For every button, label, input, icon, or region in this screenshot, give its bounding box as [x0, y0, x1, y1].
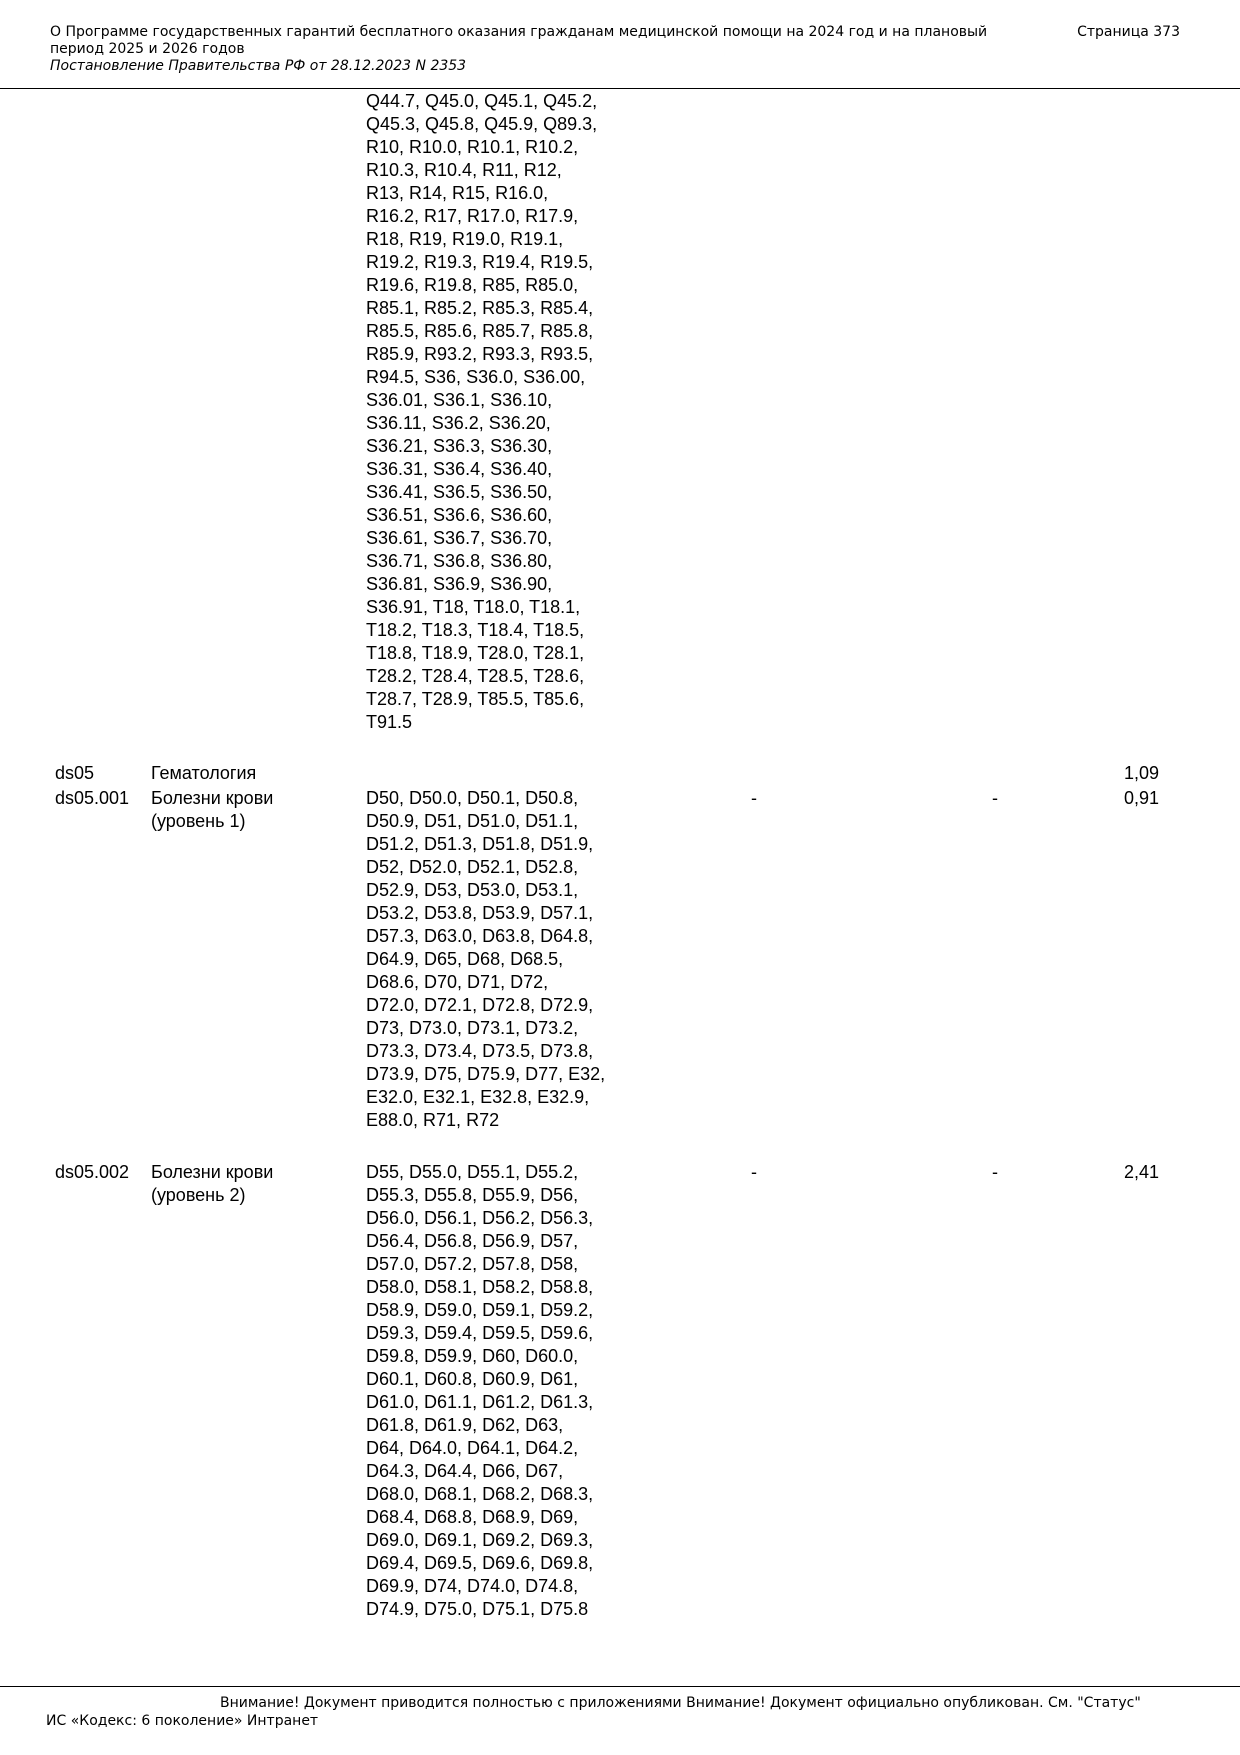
section-coefficient: 1,09 — [1124, 763, 1160, 783]
header-divider — [0, 88, 1240, 89]
document-title: О Программе государственных гарантий бесплатного оказания гражданам медицинской помощи на 2024 год и на плановый период 2025 и 2026 годов — [50, 24, 988, 57]
row-col4: - — [751, 788, 757, 808]
section-code: ds05 — [55, 763, 95, 783]
footer-warning: Внимание! Документ приводится полностью с приложениями Внимание! Документ официально опубликован. См. "Статус" — [220, 1695, 1141, 1711]
page-header — [50, 24, 1180, 75]
row-coefficient: 2,41 — [1124, 1162, 1160, 1182]
row-col4: - — [751, 1162, 757, 1182]
page-number: Страница 373 — [1077, 24, 1180, 40]
row-codes: D55, D55.0, D55.1, D55.2, D55.3, D55.8, D55.9, D56, D56.0, D56.1, D56.2, D56.3, D56.4, D56.8, D56.9, D57, D57.0, D57.2, D57.8, D58, D58.0, D58.1, D58.2, D58.8, D58.9, D59.0, D59.1, D59.2, D59.3, D59.4, D59.5, D59.6, D59.8, D59.9, D60, D60.0, D60.1, D60.8, D60.9, D61, D61.0, D61.1, D61.2, D61.3, D61.8, D61.9, D62, D63, D64, D64.0, D64.1, D64.2, D64.3, D64.4, D66, D67, D68.0, D68.1, D68.2, D68.3, D68.4, D68.8, D68.9, D69, D69.0, D69.1, D69.2, D69.3, D69.4, D69.5, D69.6, D69.8, D69.9, D74, D74.0, D74.8, D74.9, D75.0, D75.1, D75.8 — [366, 1162, 594, 1619]
continuation-codes: Q44.7, Q45.0, Q45.1, Q45.2, Q45.3, Q45.8, Q45.9, Q89.3, R10, R10.0, R10.1, R10.2, R10.3, R10.4, R11, R12, R13, R14, R15, R16.0, R16.2, R17, R17.0, R17.9, R18, R19, R19.0, R19.1, R19.2, R19.3, R19.4, R19.5, R19.6, R19.8, R85, R85.0, R85.1, R85.2, R85.3, R85.4, R85.5, R85.6, R85.7, R85.8, R85.9, R93.2, R93.3, R93.5, R94.5, S36, S36.0, S36.00, S36.01, S36.1, S36.10, S36.11, S36.2, S36.20, S36.21, S36.3, S36.30, S36.31, S36.4, S36.40, S36.41, S36.5, S36.50, S36.51, S36.6, S36.60, S36.61, S36.7, S36.70, S36.71, S36.8, S36.80, S36.81, S36.9, S36.90, S36.91, T18, T18.0, T18.1, T18.2, T18.3, T18.4, T18.5, T18.8, T18.9, T28.0, T28.1, T28.2, T28.4, T28.5, T28.6, T28.7, T28.9, T85.5, T85.6, T91.5 — [366, 91, 598, 732]
row-name: Болезни крови (уровень 2) — [151, 1162, 274, 1205]
row-col5: - — [992, 788, 998, 808]
document-subtitle: Постановление Правительства РФ от 28.12.2023 N 2353 — [50, 58, 467, 74]
row-coefficient: 0,91 — [1124, 788, 1160, 808]
row-col5: - — [992, 1162, 998, 1182]
row-code: ds05.002 — [55, 1162, 130, 1182]
footer-divider — [0, 1686, 1240, 1687]
footer-source: ИС «Кодекс: 6 поколение» Интранет — [46, 1713, 319, 1729]
row-code: ds05.001 — [55, 788, 130, 808]
row-codes: D50, D50.0, D50.1, D50.8, D50.9, D51, D51.0, D51.1, D51.2, D51.3, D51.8, D51.9, D52, D52.0, D52.1, D52.8, D52.9, D53, D53.0, D53.1, D53.2, D53.8, D53.9, D57.1, D57.3, D63.0, D63.8, D64.8, D64.9, D65, D68, D68.5, D68.6, D70, D71, D72, D72.0, D72.1, D72.8, D72.9, D73, D73.0, D73.1, D73.2, D73.3, D73.4, D73.5, D73.8, D73.9, D75, D75.9, D77, E32, E32.0, E32.1, E32.8, E32.9, E88.0, R71, R72 — [366, 788, 606, 1130]
section-name: Гематология — [151, 763, 257, 783]
row-name: Болезни крови (уровень 1) — [151, 788, 274, 831]
